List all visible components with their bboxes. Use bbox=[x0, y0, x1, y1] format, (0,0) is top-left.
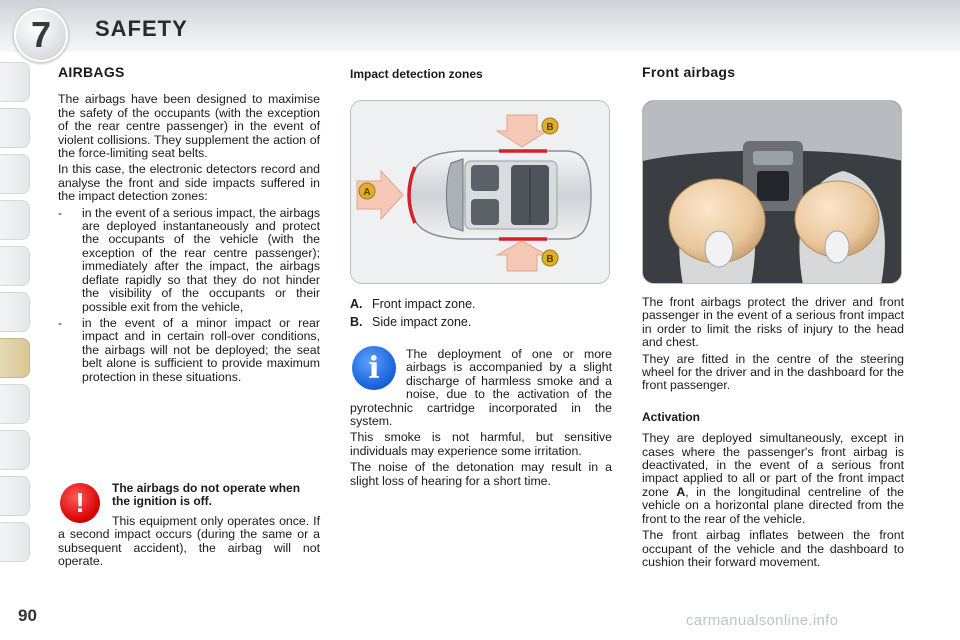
info-text-3: The noise of the detonation may result in a slight loss of hearing for a short time. bbox=[350, 460, 612, 488]
chapter-tab[interactable] bbox=[0, 292, 30, 332]
chapter-tab[interactable] bbox=[0, 384, 30, 424]
info-box bbox=[350, 348, 612, 491]
deployed-airbags-illustration bbox=[643, 101, 902, 284]
chapter-tab[interactable] bbox=[0, 108, 30, 148]
chapter-tab[interactable] bbox=[0, 430, 30, 470]
diagram-label-a: A bbox=[363, 187, 371, 198]
impact-zones-diagram bbox=[350, 100, 610, 284]
impact-heading-block bbox=[350, 68, 612, 81]
exclamation-warning-icon: ! bbox=[60, 483, 100, 523]
site-watermark: carmanualsonline.info bbox=[686, 612, 839, 629]
chapter-tab[interactable] bbox=[0, 200, 30, 240]
airbags-intro: The airbags have been designed to maximise the safety of the occupants (with the exception of the rear centre passenger) in the event of violent collisions. They supplement the action of the force-limiting seat belts. bbox=[58, 92, 320, 161]
chapter-tab-strip bbox=[0, 62, 34, 568]
zone-b-legend: B. Side impact zone. bbox=[350, 315, 472, 329]
activation-text-1: They are deployed simultaneously, except in cases where the passenger's front airbag is deactivated, in the event of a serious front impact applied to all or part of the front impact zone A, in the longitudinal centreline of the vehicle on a horizontal plane directed from the front to the rear of the vehicle. bbox=[642, 431, 904, 526]
front-airbags-column bbox=[642, 296, 904, 572]
activation-text-2: The front airbag inflates between the front occupant of the vehicle and the dashboard to cushion their forward movement. bbox=[642, 528, 904, 569]
page-title: SAFETY bbox=[95, 16, 188, 41]
front-heading-block bbox=[642, 66, 904, 79]
chapter-tab[interactable] bbox=[0, 246, 30, 286]
airbags-heading: AIRBAGS bbox=[58, 64, 125, 80]
info-icon: i bbox=[352, 346, 396, 390]
warning-text: This equipment only operates once. If a second impact occurs (during the same or a subsequent accident), the airbag will not operate. bbox=[58, 514, 320, 569]
chapter-tab-active[interactable] bbox=[0, 338, 30, 378]
warning-title: The airbags do not operate when the ignition is off. bbox=[112, 481, 301, 509]
zone-legend bbox=[350, 295, 612, 331]
car-top-view-illustration bbox=[351, 101, 610, 284]
warning-title-block bbox=[112, 482, 320, 509]
front-airbags-heading: Front airbags bbox=[642, 64, 736, 80]
info-text-1: The deployment of one or more airbags is accompanied by a slight discharge of harmless smoke and a noise, due to the activation of the pyrotechnic cartridge incorporated in the system. bbox=[350, 347, 612, 429]
airbags-column bbox=[58, 66, 320, 387]
info-text-2: This smoke is not harmful, but sensitive individuals may experience some irritation. bbox=[350, 430, 612, 458]
zone-a-legend: A. Front impact zone. bbox=[350, 297, 476, 311]
page-number: 90 bbox=[18, 606, 37, 625]
diagram-label-b-top: B bbox=[546, 122, 554, 133]
front-airbags-text-1: The front airbags protect the driver and front passenger in the event of a serious front impact in order to limit the risks of injury to the head and chest. bbox=[642, 295, 904, 350]
diagram-label-b-bottom: B bbox=[546, 254, 554, 265]
impact-heading: Impact detection zones bbox=[350, 67, 483, 81]
warning-text-block bbox=[58, 515, 320, 572]
chapter-tab[interactable] bbox=[0, 522, 30, 562]
chapter-tab[interactable] bbox=[0, 154, 30, 194]
chapter-badge: 7 bbox=[14, 8, 68, 62]
airbags-detectors: In this case, the electronic detectors record and analyse the front and side impacts suffered in the impact detection zones: bbox=[58, 162, 320, 204]
front-airbags-photo bbox=[642, 100, 902, 284]
airbags-bullet: - in the event of a minor impact or rear impact and in certain roll-over conditions, the airbags will not be deployed; the seat belt alone is sufficient to provide maximum protection in these situations. bbox=[58, 315, 320, 384]
chapter-tab[interactable] bbox=[0, 62, 30, 102]
front-airbags-text-2: They are fitted in the centre of the steering wheel for the driver and in the dashboard for the front passenger. bbox=[642, 351, 904, 393]
airbags-bullet: - in the event of a serious impact, the airbags are deployed instantaneously and protect the occupants of the vehicle (with the exception of the rear centre passenger); immediately after the impact, the airbags deflate rapidly so that they do not hinder the visibility of the occupants or their possible exit from the vehicle, bbox=[58, 205, 320, 314]
chapter-tab[interactable] bbox=[0, 476, 30, 516]
activation-heading: Activation bbox=[642, 409, 701, 424]
